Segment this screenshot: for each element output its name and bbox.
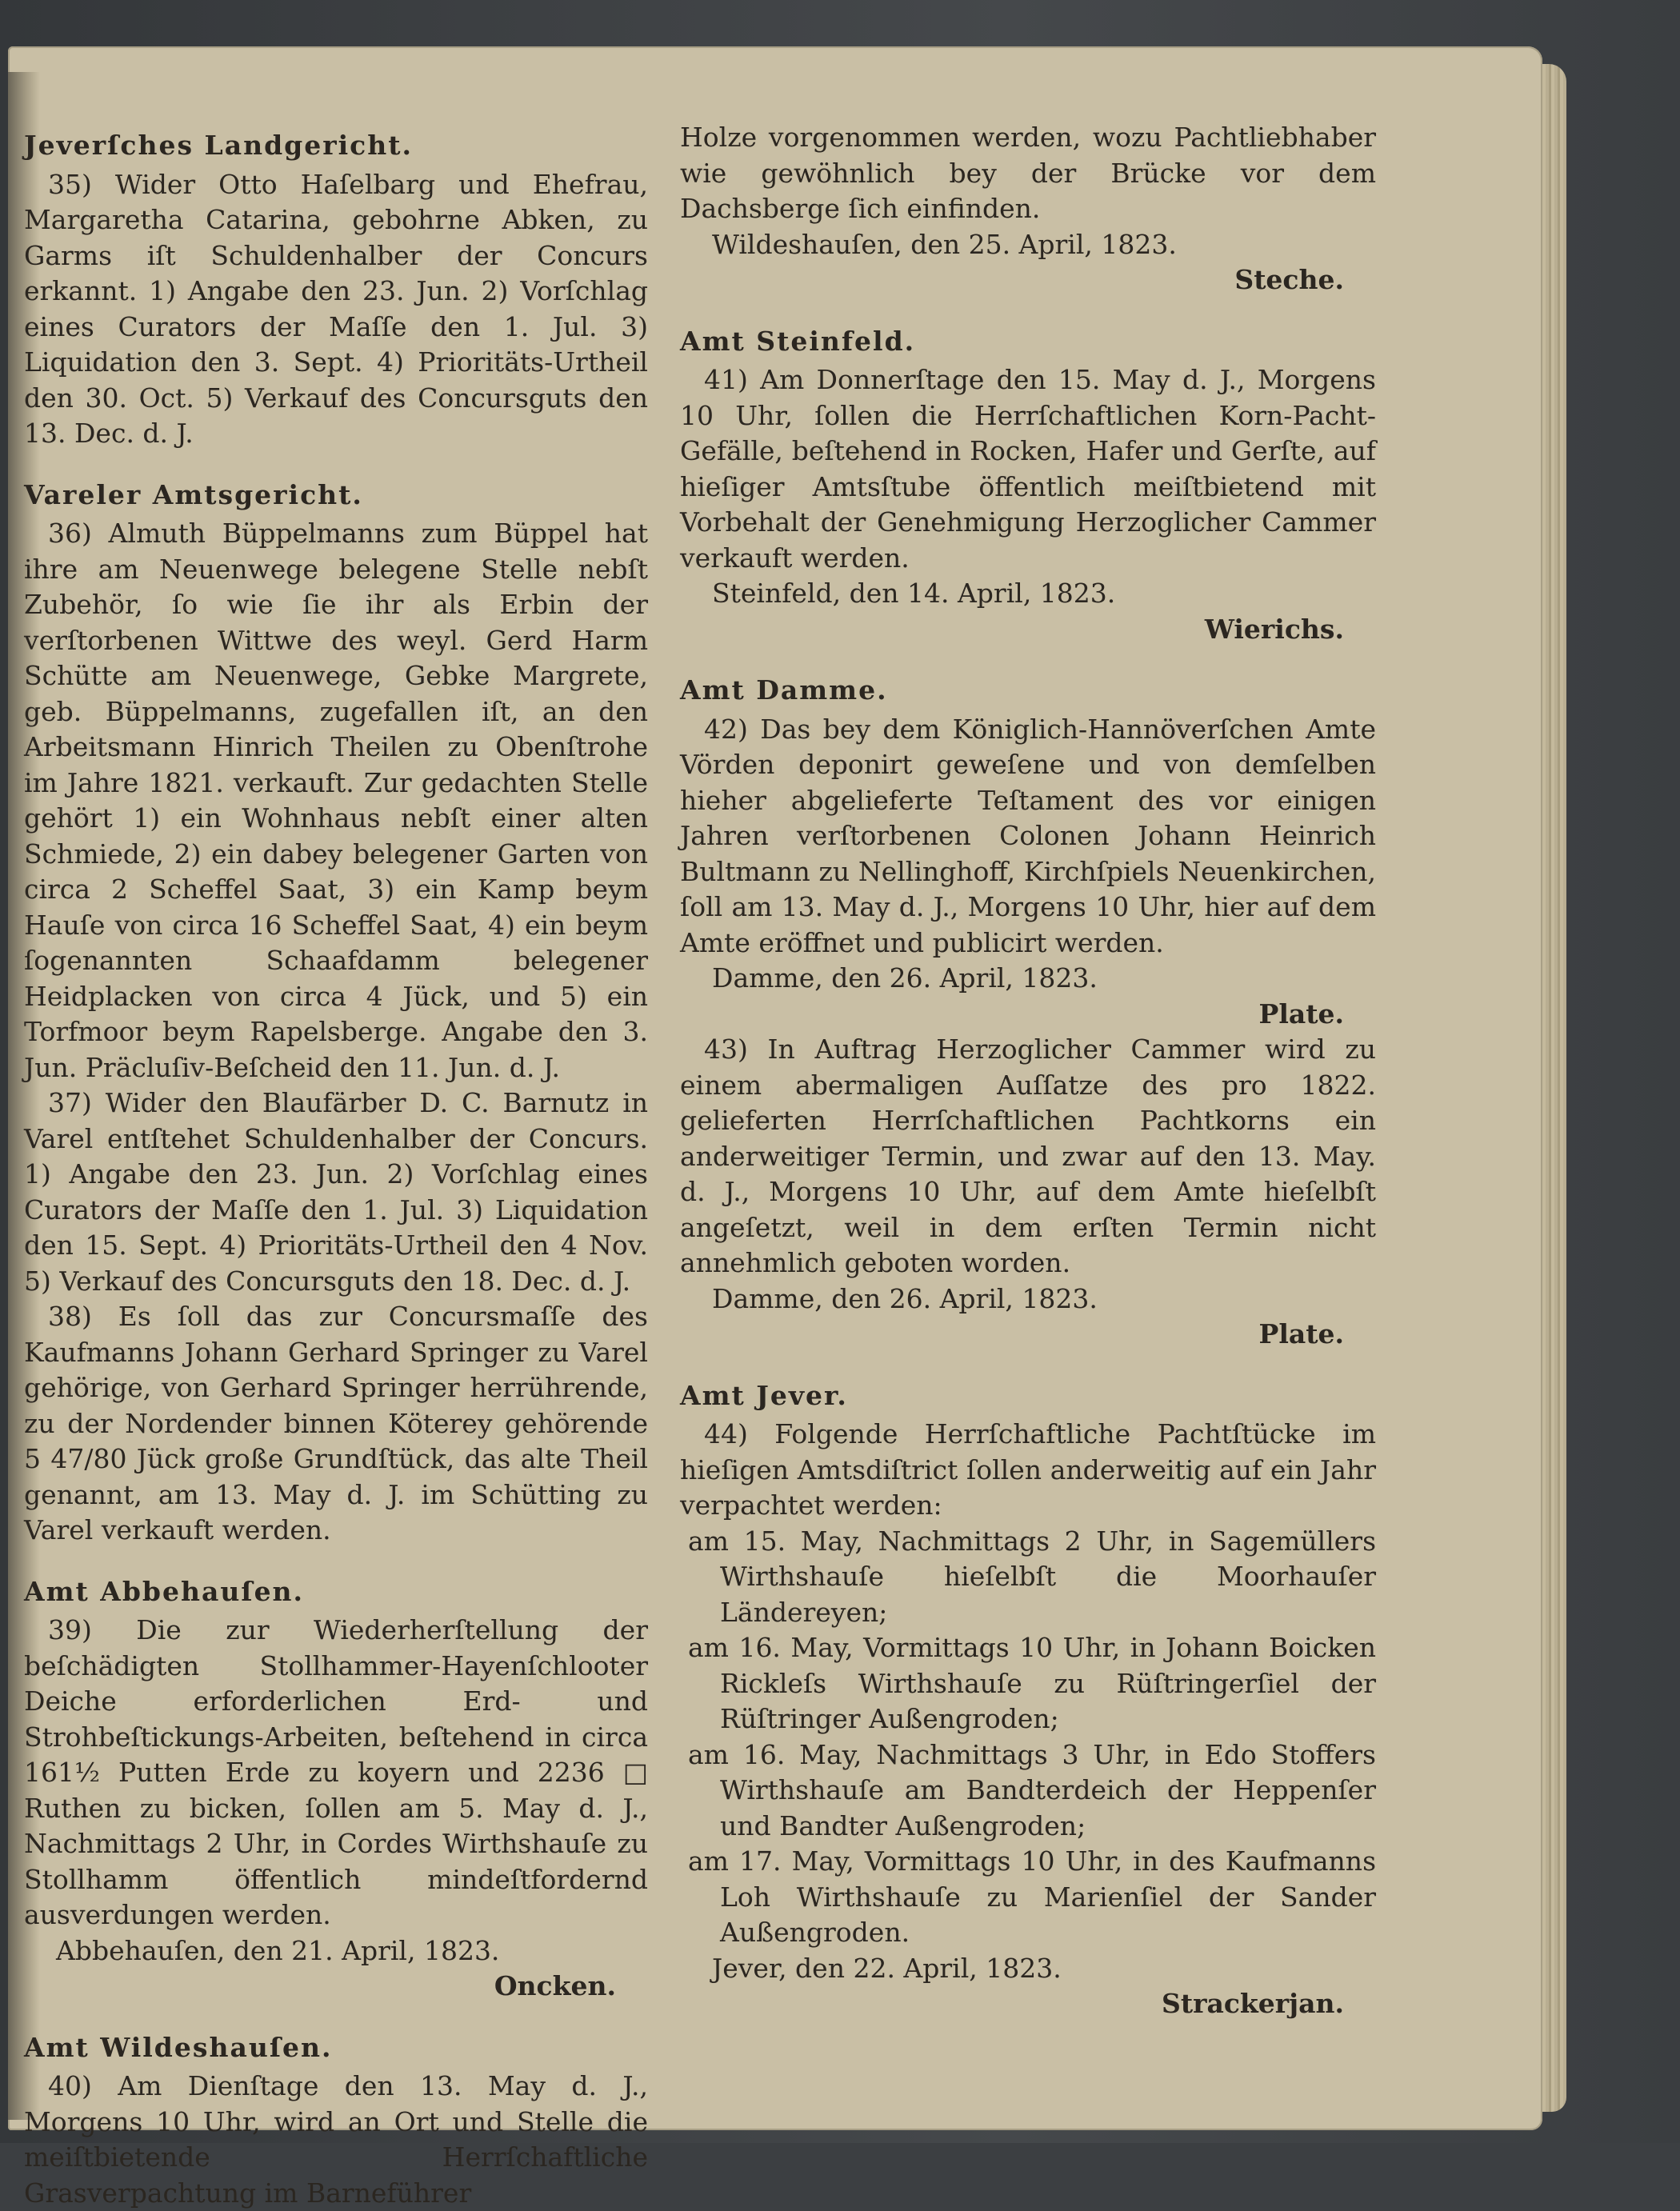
signature: Strackerjan.: [1162, 1988, 1344, 2019]
signature: Wierichs.: [1204, 613, 1344, 645]
notice-36: 36) Almuth Büppelmanns zum Büppel hat ihre am Neuenwege belegene Stelle nebſt Zubehör, ſo wie ſie ihr als Erbin der verſtorbenen Wittwe des weyl. Gerd Harm Schütte am Neuenwege, Gebke Margrete, geb. Büppelmanns, zugefallen iſt, an den Arbeitsmann Hinrich Theilen zu Obenſtrohe im Jahre 1821. verkauft. Zur gedachten Stelle gehört 1) ein Wohnhaus nebſt einer alten Schmiede, 2) ein dabey belegener Garten von circa 2 Scheffel Saat, 3) ein Kamp beym Hauſe von circa 16 Scheffel Saat, 4) ein beym ſogenannten Schaafdamm belegener Heidplacken von circa 4 Jück, und 5) ein Torfmoor beym Rapelsberge. Angabe den 3. Jun. Präcluſiv-Beſcheid den 11. Jun. d. J.: [24, 518, 648, 1083]
section-heading: Amt Jever.: [680, 1379, 848, 1411]
notice-37: 37) Wider den Blaufärber D. C. Barnutz in Varel entſtehet Schuldenhalber der Concurs. 1) Angabe den 23. Jun. 2) Vorſchlag eines Curators der Maſſe den 1. Jul. 3) Liquidation den 15. Sept. 4) Prioritäts-Urtheil den 4 Nov. 5) Verkauf des Concursguts den 18. Dec. d. J.: [24, 1087, 648, 1297]
list-item: am 15. May, Nachmittags 2 Uhr, in Sagemüllers Wirthshauſe hieſelbſt die Moorhauſer Ländereyen;: [688, 1525, 1376, 1628]
place-date: Jever, den 22. April, 1823.: [712, 1952, 1062, 1984]
signature: Steche.: [1234, 264, 1344, 295]
place-date: Wildeshauſen, den 25. April, 1823.: [712, 228, 1177, 260]
notice-41: 41) Am Donnerſtage den 15. May d. J., Morgens 10 Uhr, ſollen die Herrſchaftlichen Korn-Pacht-Gefälle, beſtehend in Rocken, Hafer und Gerſte, auf hieſiger Amtsſtube öffentlich meiſtbietend mit Vorbehalt der Genehmigung Herzoglicher Cammer verkauft werden.: [680, 364, 1376, 574]
notice-43: 43) In Auftrag Herzoglicher Cammer wird zu einem abermaligen Auſſatze des pro 1822. gelieferten Herrſchaftlichen Pachtkorns ein anderweitiger Termin, und zwar auf den 13. May. d. J., Morgens 10 Uhr, auf dem Amte hieſelbſt angeſetzt, weil in dem erſten Termin nicht annehmlich geboten worden.: [680, 1034, 1376, 1278]
right-column: [680, 120, 1376, 2022]
signature: Plate.: [1258, 1318, 1344, 1349]
place-date: Steinfeld, den 14. April, 1823.: [712, 578, 1116, 609]
section-heading: Amt Damme.: [680, 674, 888, 706]
section-heading: Amt Abbehauſen.: [24, 1575, 305, 1607]
list-item: am 16. May, Nachmittags 3 Uhr, in Edo Stoffers Wirthshauſe am Bandterdeich der Heppenſer und Bandter Außengroden;: [688, 1738, 1376, 1841]
notice-44: 44) Folgende Herrſchaftliche Pachtſtücke im hieſigen Amtsdiſtrict ſollen anderweitig auf ein Jahr verpachtet werden:: [680, 1418, 1376, 1521]
notice-39: 39) Die zur Wiederherſtellung der beſchädigten Stollhammer-Hayenſchlooter Deiche erforderlichen Erd- und Strohbeſtickungs-Arbeiten, beſtehend in circa 161½ Putten Erde zu koyern und 2236 □ Ruthen zu bicken, ſollen am 5. May d. J., Nachmittags 2 Uhr, in Cordes Wirthshauſe zu Stollhamm öffentlich mindeſtfordernd ausverdungen werden.: [24, 1614, 648, 1930]
signature: Plate.: [1258, 998, 1344, 1030]
left-column: [24, 120, 648, 2211]
notice-35: 35) Wider Otto Haſelbarg und Ehefrau, Margaretha Catarina, gebohrne Abken, zu Garms iſt Schuldenhalber der Concurs erkannt. 1) Angabe den 23. Jun. 2) Vorſchlag eines Curators der Maſſe den 1. Jul. 3) Liquidation den 3. Sept. 4) Prioritäts-Urtheil den 30. Oct. 5) Verkauf des Concursguts den 13. Dec. d. J.: [24, 168, 648, 449]
section-heading: Jeverſches Landgericht.: [24, 130, 413, 161]
list-item: am 16. May, Vormittags 10 Uhr, in Johann Boicken Rickleſs Wirthshauſe zu Rüſtringerſiel der Rüſtringer Außengroden;: [688, 1632, 1376, 1734]
section-heading: Amt Steinfeld.: [680, 325, 916, 357]
section-heading: Vareler Amtsgericht.: [24, 478, 363, 510]
list-item: am 17. May, Vormittags 10 Uhr, in des Kaufmanns Loh Wirthshauſe zu Marienſiel der Sander Außengroden.: [688, 1845, 1376, 1948]
notice-40-continued: Holze vorgenommen werden, wozu Pachtliebhaber wie gewöhnlich bey der Brücke vor dem Dachsberge ſich einfinden.: [680, 122, 1376, 224]
place-date: Abbehauſen, den 21. April, 1823.: [56, 1934, 500, 1966]
notice-40: 40) Am Dienſtage den 13. May d. J., Morgens 10 Uhr, wird an Ort und Stelle die meiſtbietende Herrſchaftliche Grasverpachtung im Barneführer: [24, 2070, 648, 2209]
notice-38: 38) Es ſoll das zur Concursmaſſe des Kaufmanns Johann Gerhard Springer zu Varel gehörige, von Gerhard Springer herrührende, zu der Nordender binnen Köterey gehörende 5 47/80 Jück große Grundſtück, das alte Theil genannt, am 13. May d. J. im Schütting zu Varel verkauft werden.: [24, 1301, 648, 1545]
notice-42: 42) Das bey dem Königlich-Hannöverſchen Amte Vörden deponirt geweſene und von demſelben hieher abgelieferte Teſtament des vor einigen Jahren verſtorbenen Colonen Johann Heinrich Bultmann zu Nellinghoff, Kirchſpiels Neuenkirchen, ſoll am 13. May d. J., Morgens 10 Uhr, hier auf dem Amte eröffnet und publicirt werden.: [680, 713, 1376, 958]
section-heading: Amt Wildeshauſen.: [24, 2031, 333, 2063]
place-date: Damme, den 26. April, 1823.: [712, 962, 1098, 994]
place-date: Damme, den 26. April, 1823.: [712, 1282, 1098, 1314]
signature: Oncken.: [494, 1970, 616, 2001]
